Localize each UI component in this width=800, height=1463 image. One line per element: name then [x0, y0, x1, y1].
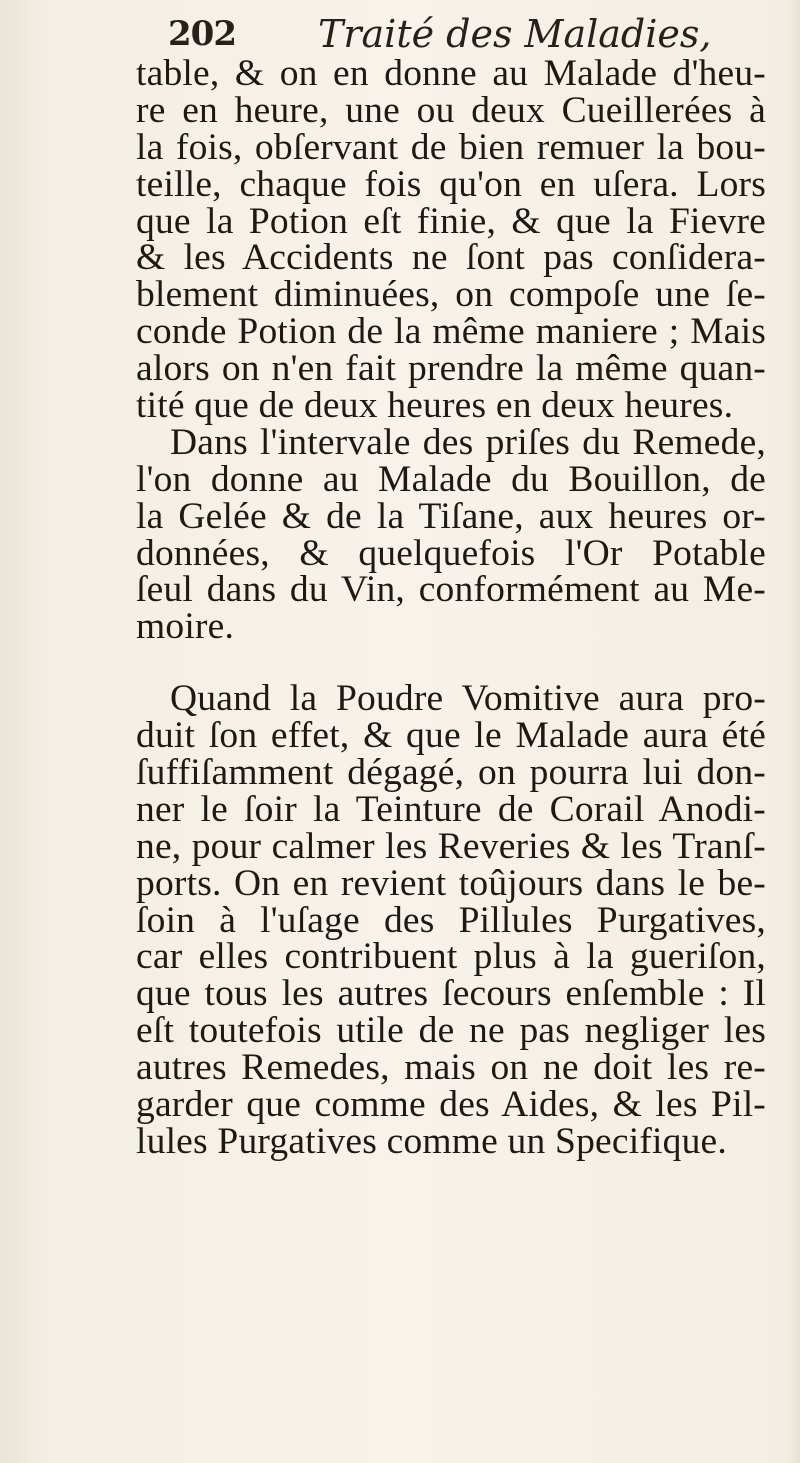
text-line: tité que de deux heures en deux heures.	[136, 385, 734, 427]
paragraph	[136, 53, 766, 427]
text-line: l'on donne au Malade du Bouillon, de	[136, 458, 766, 500]
text-line: teille, chaque fois qu'on en uſera. Lors	[136, 163, 766, 205]
text-line: garder que comme des Aides, & les Pil-	[136, 1084, 766, 1126]
text-line: la Gelée & de la Tiſane, aux heures or-	[136, 495, 766, 537]
text-line: ne, pour calmer les Reveries & les Tranſ-	[136, 825, 766, 867]
text-line: duit ſon effet, & que le Malade aura été	[136, 715, 766, 757]
text-line: ports. On en revient toûjours dans le be-	[136, 862, 766, 904]
text-line: ner le ſoir la Teinture de Corail Anodi-	[136, 788, 766, 830]
text-line: Quand la Poudre Vomitive aura pro-	[170, 678, 766, 720]
text-line: conde Potion de la même maniere ; Mais	[136, 311, 766, 353]
text-line: ſoin à l'uſage des Pillules Purgatives,	[136, 899, 766, 941]
text-line: & les Accidents ne ſont pas conſidera-	[136, 237, 766, 279]
paragraph	[136, 421, 766, 648]
page-number: 202	[168, 14, 236, 54]
text-line: Dans l'intervale des priſes du Remede,	[170, 421, 766, 463]
text-line: que tous les autres ſecours enſemble : Il	[136, 973, 766, 1015]
text-line: table, & on en donne au Malade d'heu-	[136, 53, 766, 94]
text-line: lules Purgatives comme un Specifique.	[136, 1120, 727, 1162]
text-line: eſt toutefois utile de ne pas negliger les	[136, 1010, 766, 1052]
text-line: autres Remedes, mais on ne doit les re-	[136, 1047, 766, 1089]
text-line: la fois, obſervant de bien remuer la bou-	[136, 126, 766, 168]
text-line: alors on n'en fait prendre la même quan-	[136, 348, 766, 390]
text-line: ſeul dans du Vin, conformément au Me-	[136, 569, 766, 611]
paragraph-spacer	[136, 646, 766, 681]
text-line: re en heure, une ou deux Cueillerées à	[136, 89, 766, 131]
text-line: moire.	[136, 606, 235, 648]
text-line: blement diminuées, on compoſe une ſe-	[136, 274, 766, 316]
text-line: ſuffiſamment dégagé, on pourra lui don-	[136, 752, 766, 794]
running-title: Traité des Maladies,	[318, 12, 712, 56]
text-line: que la Potion eſt finie, & que la Fievre	[136, 200, 766, 242]
body-text	[136, 53, 766, 1162]
text-line: données, & quelquefois l'Or Potable	[136, 532, 766, 574]
paragraph	[136, 678, 766, 1162]
text-line: car elles contribuent plus à la gueriſon,	[136, 936, 766, 978]
